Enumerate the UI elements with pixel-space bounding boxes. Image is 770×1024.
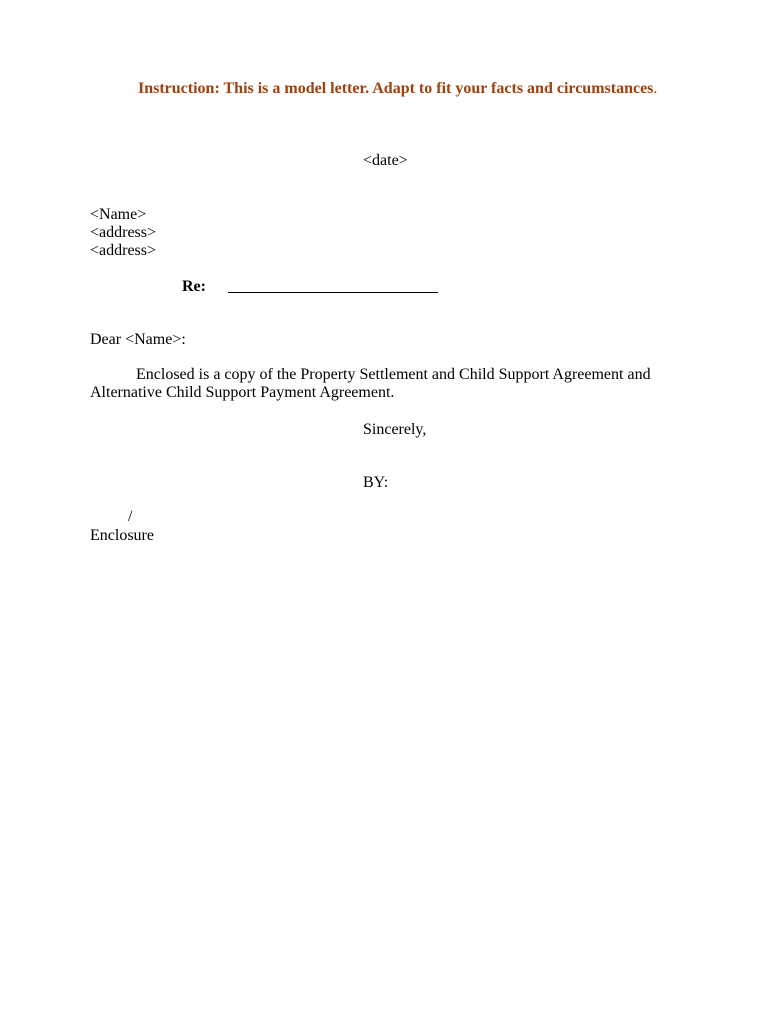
closing: Sincerely,	[363, 421, 427, 438]
enclosure-notation: Enclosure	[90, 527, 154, 544]
re-label: Re:	[182, 278, 206, 295]
letter-body	[90, 366, 700, 402]
salutation: Dear <Name>:	[90, 331, 186, 348]
body-paragraph: Enclosed is a copy of the Property Settlement and Child Support Agreement and Alternative Child Support Payment Agreement.	[90, 366, 651, 401]
instruction-text: Instruction: This is a model letter. Adapt to fit your facts and circumstances	[138, 80, 654, 97]
typist-initials: /	[128, 508, 133, 525]
instruction-period: .	[653, 80, 658, 97]
recipient-address-line-2: <address>	[90, 242, 157, 259]
recipient-address-line-1: <address>	[90, 224, 157, 241]
signature-by-label: BY:	[363, 474, 389, 491]
re-subject-blank-line	[228, 292, 438, 293]
recipient-name: <Name>	[90, 206, 147, 223]
instruction-note	[138, 80, 657, 98]
letter-date: <date>	[363, 152, 408, 169]
recipient-address-block	[90, 206, 156, 260]
